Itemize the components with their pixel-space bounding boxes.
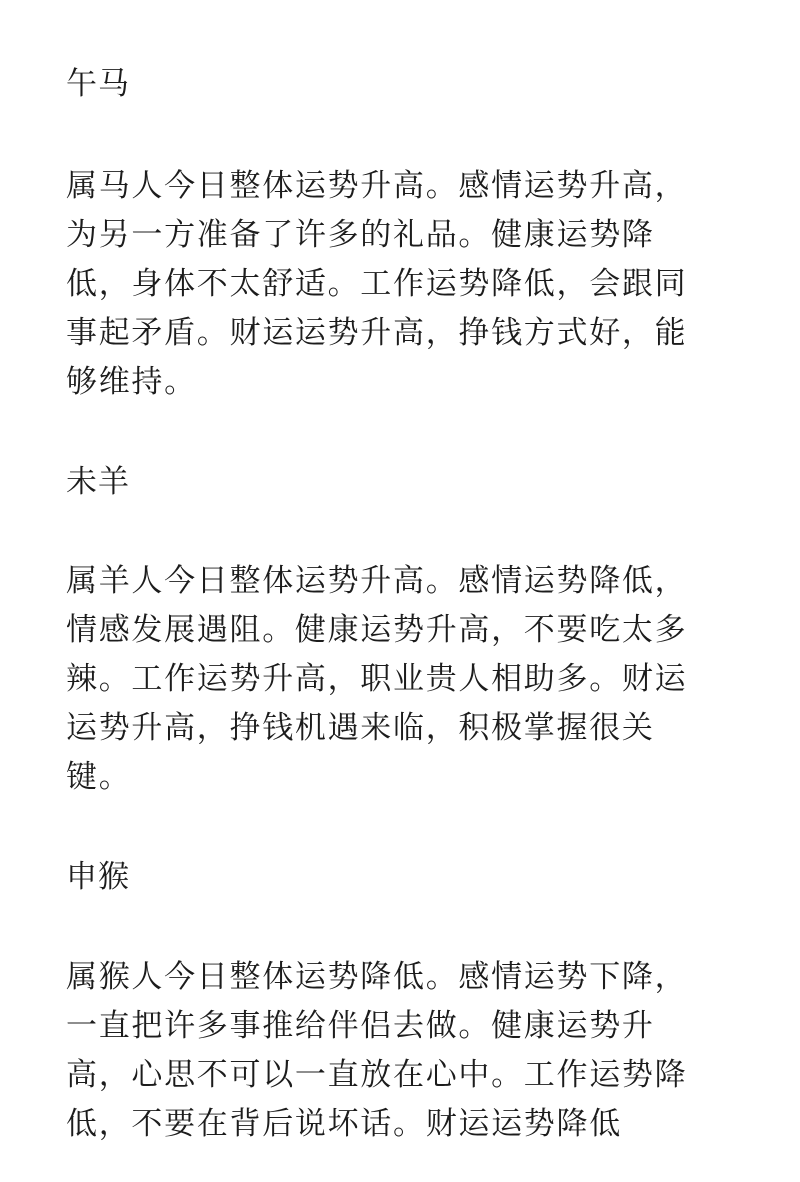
paragraph-line: 低，不要在背后说坏话。财运运势降低 bbox=[66, 1106, 622, 1142]
paragraph-line: 一直把许多事推给伴侣去做。健康运势升 bbox=[66, 1008, 655, 1044]
section-heading-horse: 午马 bbox=[66, 66, 130, 102]
paragraph-line: 低，身体不太舒适。工作运势降低，会跟同 bbox=[66, 266, 688, 302]
paragraph-line: 属马人今日整体运势升高。感情运势升高， bbox=[66, 168, 688, 204]
paragraph-line: 事起矛盾。财运运势升高，挣钱方式好，能 bbox=[66, 315, 688, 351]
paragraph-line: 为另一方准备了许多的礼品。健康运势降 bbox=[66, 217, 655, 253]
paragraph-line: 运势升高，挣钱机遇来临，积极掌握很关 bbox=[66, 710, 655, 746]
paragraph-line: 属羊人今日整体运势升高。感情运势降低， bbox=[66, 563, 688, 599]
paragraph-line: 够维持。 bbox=[66, 364, 197, 400]
paragraph-line: 辣。工作运势升高，职业贵人相助多。财运 bbox=[66, 661, 688, 697]
paragraph-line: 键。 bbox=[66, 759, 132, 795]
paragraph-line: 属猴人今日整体运势降低。感情运势下降， bbox=[66, 959, 688, 995]
section-heading-goat: 未羊 bbox=[66, 464, 130, 500]
paragraph-line: 情感发展遇阻。健康运势升高，不要吃太多 bbox=[66, 612, 688, 648]
paragraph-line: 高，心思不可以一直放在心中。工作运势降 bbox=[66, 1057, 688, 1093]
section-heading-monkey: 申猴 bbox=[66, 859, 130, 895]
